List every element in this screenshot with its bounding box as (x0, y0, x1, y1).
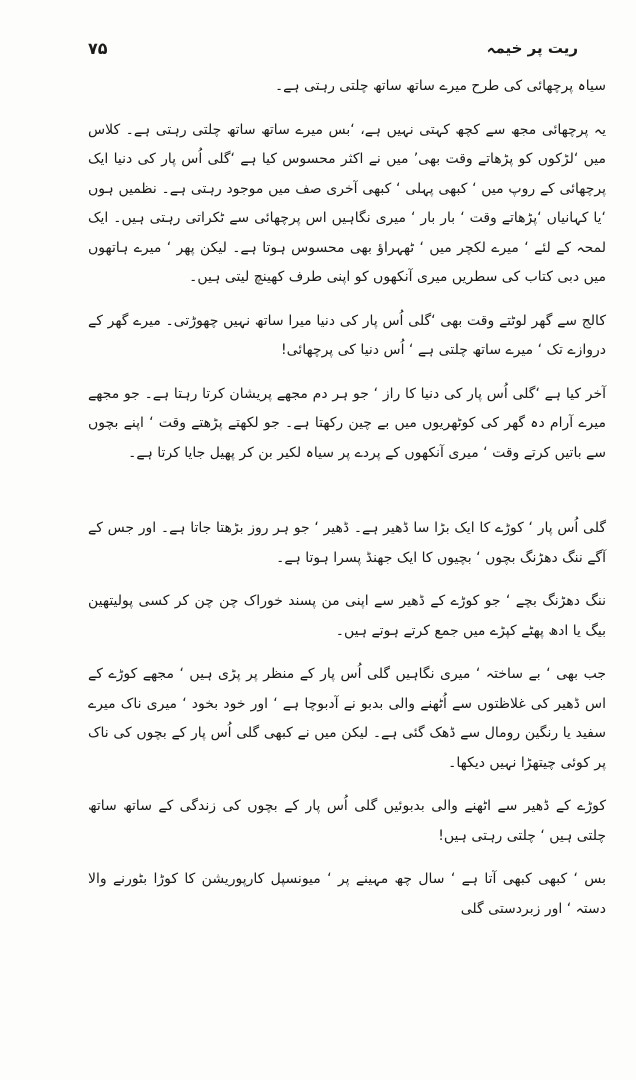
running-title: ریت پر خیمہ (486, 39, 578, 57)
paragraph: یہ پرچھائی مجھ سے کچھ کہتی نہیں ہے، ‘بس میرے ساتھ ساتھ چلتی رہتی ہے۔ کلاس میں ‘لڑکوں کو پڑھاتے وقت بھی’ میں نے اکثر محسوس کیا ہے ‘گلی اُس پار کی دنیا ایک پرچھائی کے روپ میں ‘ کبھی پہلی ‘ کبھی آخری صف میں موجود رہتی ہے۔ نظمیں ہوں ‘یا کہانیاں ‘پڑھاتے وقت ‘ بار بار ‘ میری نگاہیں اس پرچھائی سے ٹکراتی رہتی ہیں۔ ایک لمحہ کے لئے ‘ میرے لکچر میں ‘ ٹھہراؤ بھی محسوس ہوتا ہے۔ لیکن پھر ‘ میرے ہاتھوں میں دبی کتاب کی سطریں میری آنکھوں کو اپنی طرف کھینچ لیتی ہیں۔ (88, 121, 606, 285)
page-number: ۷۵ (88, 38, 108, 58)
paragraph: کالج سے گھر لوٹتے وقت بھی ‘گلی اُس پار کی دنیا میرا ساتھ نہیں چھوڑتی۔ میرے گھر کے دروازے تک ‘ میرے ساتھ چلتی ہے ‘ اُس دنیا کی پرچھائی! (88, 312, 606, 358)
paragraph: کوڑے کے ڈھیر سے اٹھنے والی بدبوئیں گلی اُس پار کے بچوں کی زندگی کے ساتھ ساتھ چلتی ہیں ‘ چلتی رہتی ہیں! (88, 798, 606, 844)
paragraph: جب بھی ‘ بے ساختہ ‘ میری نگاہیں گلی اُس پار کے منظر پر پڑی ہیں ‘ مجھے کوڑے کے اس ڈھیر کی غلاظتوں سے اُٹھنے والی بدبو نے آدبوچا ہے ‘ اور خود بخود ‘ میری ناک میرے سفید یا رنگین رومال سے ڈھک گئی ہے۔ لیکن میں نے کبھی گلی اُس پار کے بچوں کی ناک پر کوئی چیتھڑا نہیں دیکھا۔ (88, 666, 606, 771)
paragraph: آخر کیا ہے ‘گلی اُس پار کی دنیا کا راز ‘ جو ہر دم مجھے پریشان کرتا رہتا ہے۔ جو مجھے میرے آرام دہ گھر کی کوٹھریوں میں بے چین رکھتا ہے۔ جو لکھتے پڑھتے وقت ‘ اپنے بچوں سے باتیں کرتے وقت ‘ میری آنکھوں کے پردے پر سیاہ لکیر بن کر پھیل جایا کرتا ہے۔ (88, 385, 606, 461)
paragraph: سیاہ پرچھائی کی طرح میرے ساتھ ساتھ چلتی رہتی ہے۔ (274, 78, 606, 94)
page-header (88, 36, 578, 60)
paragraph: گلی اُس پار ‘ کوڑے کا ایک بڑا سا ڈھیر ہے۔ ڈھیر ‘ جو ہر روز بڑھتا جاتا ہے۔ اور جس کے آگے ننگ دھڑنگ بچوں ‘ بچیوں کا ایک جھنڈ پسرا ہوتا ہے۔ (88, 520, 606, 566)
paragraph: بس ‘ کبھی کبھی آتا ہے ‘ سال چھ مہینے پر ‘ میونسپل کارپوریشن کا کوڑا بٹورنے والا دستہ ‘ اور زبردستی گلی (88, 871, 606, 917)
body-text (88, 72, 606, 938)
paragraph: ننگ دھڑنگ بچے ‘ جو کوڑے کے ڈھیر سے اپنی من پسند خوراک چن چن کر کسی پولیتھین بیگ یا ادھ پھٹے کپڑے میں جمع کرتے ہوتے ہیں۔ (88, 593, 606, 639)
section-gap (88, 482, 606, 514)
